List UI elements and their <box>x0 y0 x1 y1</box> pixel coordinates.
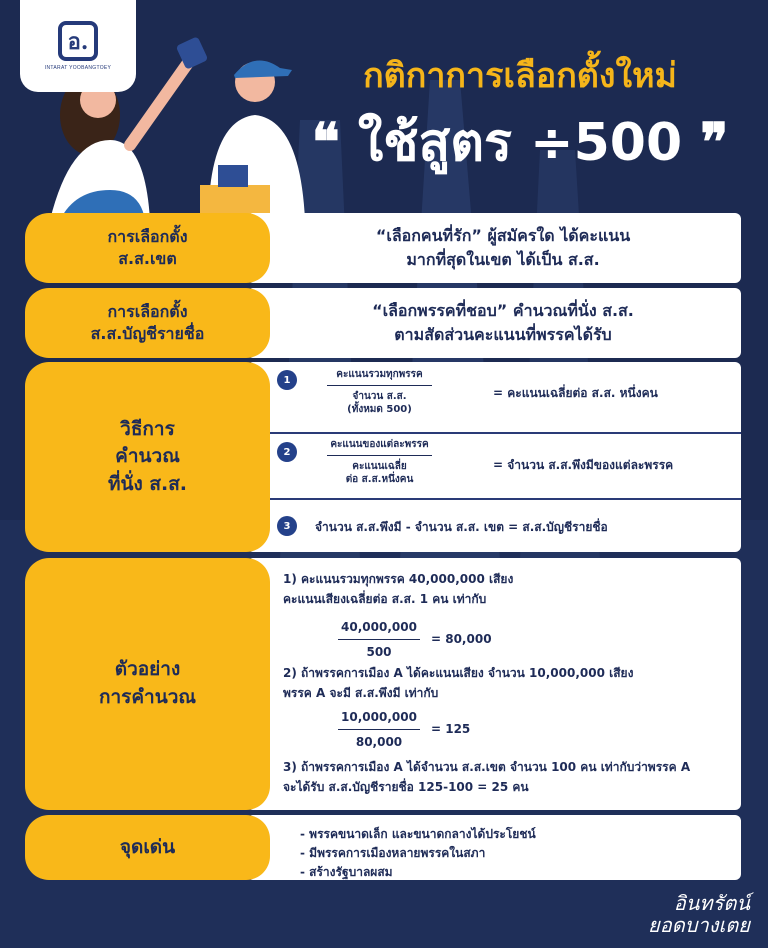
page-title: กติกาการเลือกตั้งใหม่ <box>363 56 677 96</box>
highlight-item: - มีพรรคการเมืองหลายพรรคในสภา <box>300 846 486 861</box>
example-fraction <box>338 708 420 751</box>
example-line: พรรค A จะมี ส.ส.พึงมี เท่ากับ <box>283 686 439 700</box>
section-method <box>25 362 741 552</box>
example-line: 2) ถ้าพรรคการเมือง A ได้คะแนนเสียง จำนวน 10,000,000 เสียง <box>283 666 634 680</box>
formula-text: ใช้สูตร ÷500 <box>357 113 683 173</box>
signature-line: ยอดบางเตย <box>648 913 750 937</box>
section-label <box>25 558 270 810</box>
label-line: การเลือกตั้ง <box>107 227 188 247</box>
label-line: ส.ส.บัญชีรายชื่อ <box>90 324 205 343</box>
label-line: ส.ส.เขต <box>118 249 177 268</box>
fraction <box>327 368 432 416</box>
logo <box>20 0 136 92</box>
example-line: คะแนนเสียงเฉลี่ยต่อ ส.ส. 1 คน เท่ากับ <box>283 592 487 606</box>
example-result: = 125 <box>431 722 471 736</box>
label-line: การเลือกตั้ง <box>107 302 188 322</box>
section-label <box>25 815 270 880</box>
numerator: คะแนนของแต่ละพรรค <box>330 439 429 450</box>
denominator: 500 <box>366 645 392 659</box>
step-result: = จำนวน ส.ส.พึงมีของแต่ละพรรค <box>493 458 674 472</box>
example-fraction <box>338 618 420 661</box>
fraction-bar <box>327 455 432 456</box>
step-number-badge: 3 <box>277 516 297 536</box>
fraction-bar <box>327 385 432 386</box>
section-label <box>25 213 270 283</box>
text-line: มากที่สุดในเขต ได้เป็น ส.ส. <box>406 250 600 269</box>
logo-mark: อ. <box>58 21 98 61</box>
section-example <box>25 558 741 810</box>
denominator-line: (ทั้งหมด 500) <box>347 404 412 415</box>
example-line: จะได้รับ ส.ส.บัญชีรายชื่อ 125-100 = 25 คน <box>283 780 529 794</box>
step-text: จำนวน ส.ส.พึงมี - จำนวน ส.ส. เขต = ส.ส.บัญชีรายชื่อ <box>315 520 608 534</box>
section-text <box>275 213 731 283</box>
fraction <box>327 438 432 486</box>
highlights-list <box>300 825 536 883</box>
label-line: ที่นั่ง ส.ส. <box>107 472 188 495</box>
formula-step-2 <box>265 432 741 498</box>
fraction-bar <box>338 639 420 640</box>
text-line: “เลือกคนที่รัก” ผู้สมัครใด ได้คะแนน <box>375 226 631 245</box>
example-result: = 80,000 <box>431 632 492 646</box>
formula-headline <box>300 100 740 183</box>
section-party-list <box>25 288 741 358</box>
section-label <box>25 362 270 552</box>
text-line: “เลือกพรรคที่ชอบ” คำนวณที่นั่ง ส.ส. <box>372 301 634 320</box>
denominator: 80,000 <box>355 735 403 749</box>
formula-step-1 <box>265 362 741 432</box>
label-line: การคำนวณ <box>98 686 197 708</box>
step-result: = คะแนนเฉลี่ยต่อ ส.ส. หนึ่งคน <box>493 386 658 400</box>
section-label <box>25 288 270 358</box>
section-district <box>25 213 741 283</box>
denominator-line: ต่อ ส.ส.หนึ่งคน <box>345 474 414 485</box>
numerator: 10,000,000 <box>341 710 417 724</box>
denominator-line: คะแนนเฉลี่ย <box>352 461 407 472</box>
section-highlights <box>25 815 741 880</box>
open-quote-icon: ❝ <box>311 112 340 173</box>
numerator: 40,000,000 <box>341 620 417 634</box>
logo-text: INTARAT YOOBANGTOEY <box>44 65 112 71</box>
step-number-badge: 1 <box>277 370 297 390</box>
highlight-item: - พรรคขนาดเล็ก และขนาดกลางได้ประโยชน์ <box>300 827 536 841</box>
label-line: วิธีการ <box>120 417 175 440</box>
numerator: คะแนนรวมทุกพรรค <box>336 369 423 380</box>
close-quote-icon: ❞ <box>700 112 729 173</box>
example-line: 1) คะแนนรวมทุกพรรค 40,000,000 เสียง <box>283 572 514 586</box>
formula-step-3 <box>265 498 741 552</box>
label-line: จุดเด่น <box>119 835 176 858</box>
signature-line: อินทรัตน์ <box>673 891 750 915</box>
label-line: ตัวอย่าง <box>114 658 181 681</box>
example-line: 3) ถ้าพรรคการเมือง A ได้จำนวน ส.ส.เขต จำนวน 100 คน เท่ากับว่าพรรค A <box>283 760 691 774</box>
label-line: คำนวณ <box>115 445 180 468</box>
highlight-item: - สร้างรัฐบาลผสม <box>300 865 393 880</box>
text-line: ตามสัดส่วนคะแนนที่พรรคได้รับ <box>394 325 612 344</box>
denominator-line: จำนวน ส.ส. <box>352 391 407 402</box>
section-text <box>275 288 731 358</box>
fraction-bar <box>338 729 420 730</box>
example-content <box>283 568 731 810</box>
step-number-badge: 2 <box>277 442 297 462</box>
signature <box>648 892 750 936</box>
